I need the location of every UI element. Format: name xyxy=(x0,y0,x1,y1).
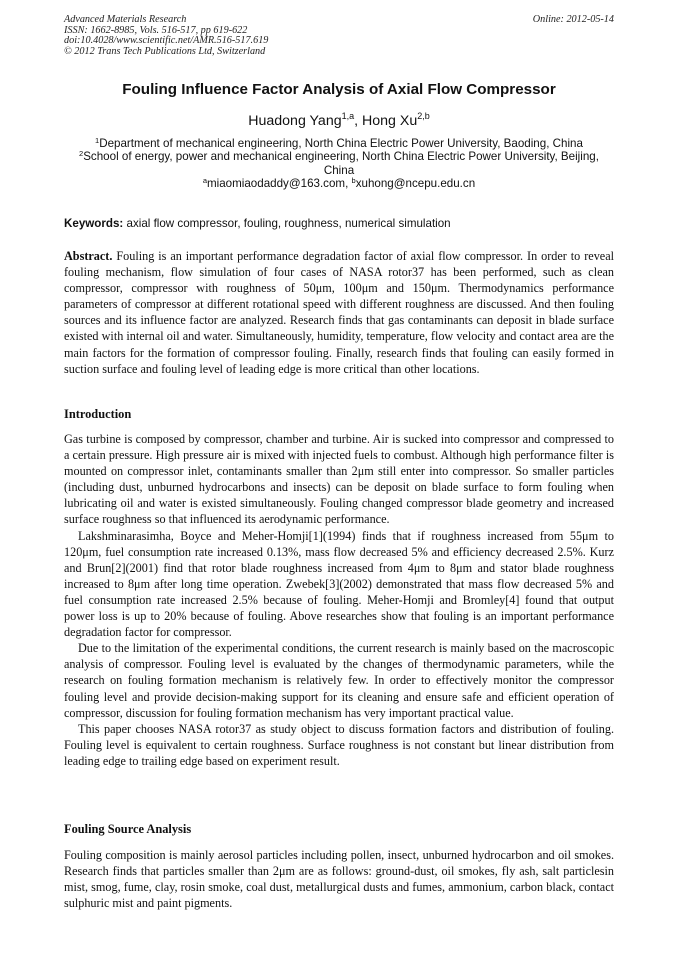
affiliations xyxy=(64,137,614,191)
email-link[interactable]: xuhong@ncepu.edu.cn xyxy=(355,177,476,191)
abstract-text: Fouling is an important performance degradation factor of axial flow compressor. In order to reveal fouling mechanism, flow simulation of four cases of NASA rotor37 has been performed, such as clean compressor, compressor with roughness of 50μm, 100μm and 150μm. Thermodynamics performance parameters of compressor at different rotational speed with different roughness are discussed. And then fouling sources and its influence factor are analyzed. Research finds that gas contaminants can deposit in blade surface existed with internal oil and water. Simultaneously, humidity, temperature, flow velocity and contact area are the main factors for the formation of compressor fouling. Finally, research finds that fouling can easily formed in suction surface and fouling level of leading edge is more critical than other locations. xyxy=(64,249,614,376)
paper-title: Fouling Influence Factor Analysis of Axial Flow Compressor xyxy=(122,81,556,98)
journal-header xyxy=(64,15,614,57)
introduction-body xyxy=(64,431,614,769)
copyright-line: © 2012 Trans Tech Publications Ltd, Switzerland xyxy=(64,45,266,57)
email-separator: , xyxy=(345,177,352,191)
keywords-label: Keywords: xyxy=(64,217,124,230)
section-heading-fouling-source-analysis: Fouling Source Analysis xyxy=(64,822,192,836)
email-line xyxy=(64,177,614,190)
affiliation-1 xyxy=(64,137,614,150)
paragraph: This paper chooses NASA rotor37 as study object to discuss formation factors and distribution of fouling. Fouling level is equivalent to certain roughness. Surface roughness is not constant but linear distribution from leading edge to trailing edge based on experiment result. xyxy=(64,721,614,768)
journal-name: Advanced Materials Research xyxy=(64,14,187,25)
author-name: Huadong Yang xyxy=(248,113,342,129)
online-date: Online: 2012-05-14 xyxy=(532,14,614,25)
email-link[interactable]: miaomiaodaddy@163.com xyxy=(207,177,346,191)
affiliation-text: Department of mechanical engineering, North China Electric Power University, Baoding, China xyxy=(99,137,583,150)
affiliation-sup: 2 xyxy=(79,149,84,159)
email-sup: b xyxy=(351,176,356,186)
paragraph: Fouling composition is mainly aerosol particles including pollen, insect, unburned hydrocarbon and oil smokes. Research finds that particles smaller than 2μm are as follows: ground-dust, oil smokes, fly ash, salt particlesin mist, smog, fume, clay, rosin smoke, coal dust, metallurgical dusts and fumes, ammonium, carbon black, contact sulphuric mist and paint pigments. xyxy=(64,848,614,911)
doi-line: doi:10.4028/www.scientific.net/AMR.516-517.619 xyxy=(64,35,269,47)
paragraph: Due to the limitation of the experimental conditions, the current research is mainly based on the macroscopic analysis of compressor. Fouling level is evaluated by the changes of thermodynamic parameters, while the research on fouling formation mechanism is relatively few. In order to effectively monitor the compressor fouling level and provide decision-making support for its cleaning and ensure safe and efficient operation of compressor, discussion for fouling formation mechanism has very important practical value. xyxy=(64,641,614,720)
section-heading-introduction: Introduction xyxy=(64,407,132,421)
author-name: Hong Xu xyxy=(362,113,418,129)
email-sup: a xyxy=(202,176,207,186)
fouling-source-body xyxy=(64,847,614,911)
author-sup: 2,b xyxy=(417,111,430,121)
issn-line: ISSN: 1662-8985, Vols. 516-517, pp 619-622 xyxy=(64,24,248,36)
affiliation-text: School of energy, power and mechanical engineering, North China Electric Power University, Beijing, China xyxy=(83,150,599,177)
author-separator: , xyxy=(354,113,363,129)
paragraph: Lakshminarasimha, Boyce and Meher-Homji[1](1994) finds that if roughness increased from 55μm to 120μm, fuel consumption rate increased 0.13%, mass flow decreased 5% and efficiency decreased 2.5%. Kurz and Brun[2](2001) find that rotor blade roughness increased from 4μm to 8μm and stator blade roughness increased to 8μm after long time operation. Zwebek[3](2002) demonstrated that mass flow decreased 5% and fuel consumption rate increased 2.5% because of fouling. Meher-Homji and Bromley[4] found that output power loss is up to 20% because of fouling. Above researches show that fouling is an important performance degradation factor for compressor. xyxy=(64,528,614,640)
paragraph: Gas turbine is composed by compressor, chamber and turbine. Air is sucked into compressor and compressed to a certain pressure. High pressure air is mixed with injected fuels to combust. Although high performance filter is mounted on compressor inlet, contaminants smaller than 2μm still enter into compressor. So smaller particles (including dust, unburned hydrocarbons and insects) can be deposit on blade surface to form fouling when lubricating oil and water is existed simultaneously. Fouling changed compressor blade geometry and increased surface roughness so that influenced its aerodynamic performance. xyxy=(64,432,614,527)
keywords-text: axial flow compressor, fouling, roughness, numerical simulation xyxy=(123,217,451,230)
abstract xyxy=(64,248,614,377)
author-sup: 1,a xyxy=(341,111,355,121)
author-list xyxy=(64,113,614,129)
affiliation-sup: 1 xyxy=(95,136,100,145)
keywords xyxy=(64,217,614,230)
affiliation-2 xyxy=(64,150,614,177)
abstract-label: Abstract. xyxy=(64,249,113,263)
